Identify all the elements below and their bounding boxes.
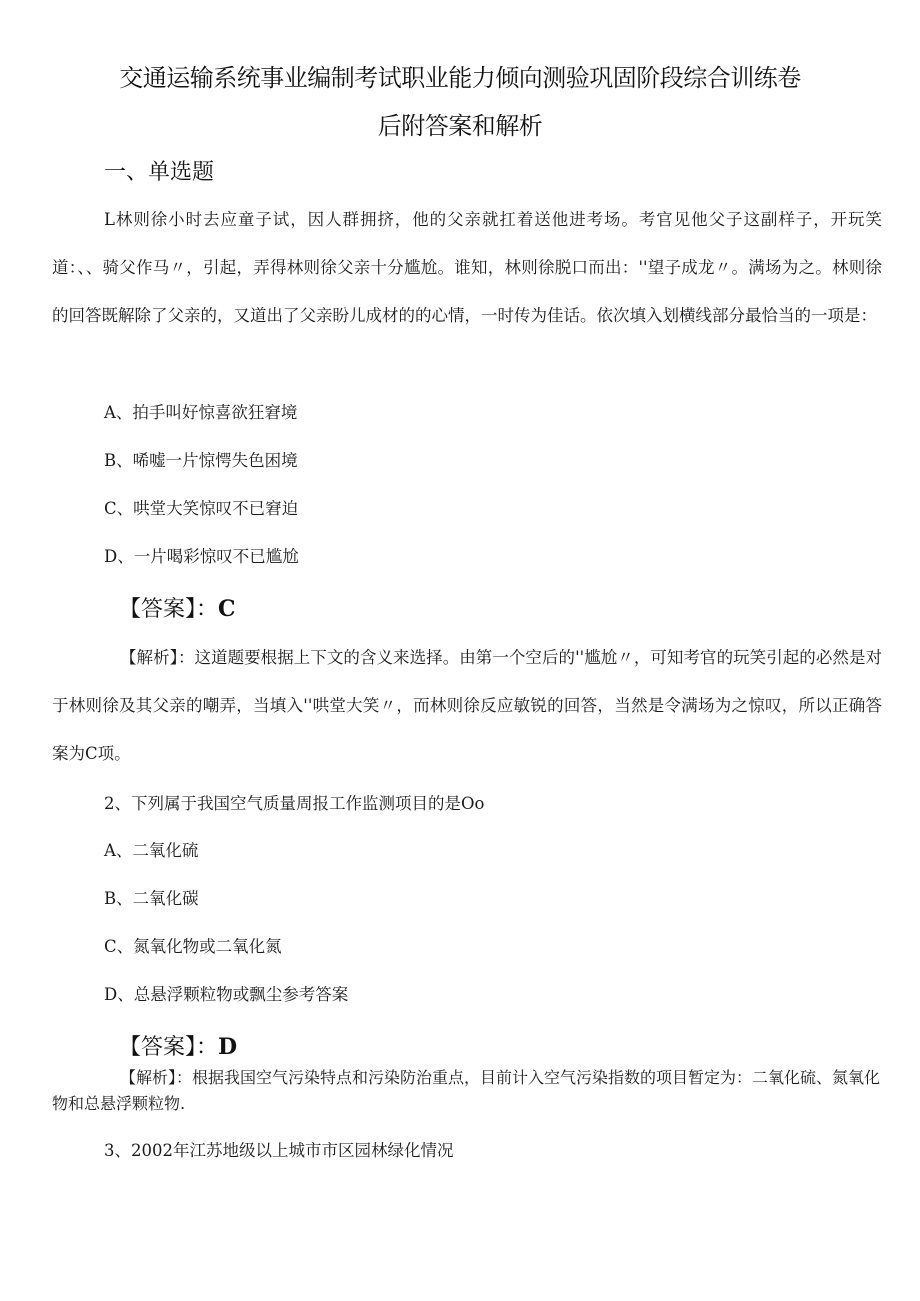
q1-stem: L林则徐小时去应童子试，因人群拥挤，他的父亲就扛着送他进考场。考官见他父子这副样子，开玩笑道：、、骑父作马〃，引起，弄得林则徐父亲十分尴尬。谁知，林则徐脱口而出：''望子成龙〃。满场为之。林则徐的回答既解除了父亲的，又道出了父亲盼儿成材的的心情，一时传为佳话。依次填入划横线部分最恰当的一项是： bbox=[52, 210, 882, 325]
answer-label: 【答案】： bbox=[119, 1035, 219, 1060]
q2-option-a: A、二氧化硫 bbox=[104, 841, 199, 860]
q2-option-c: C、氮氧化物或二氧化氮 bbox=[104, 937, 282, 956]
q2-option-b: B、二氧化碳 bbox=[104, 889, 199, 908]
answer-letter: C bbox=[218, 596, 236, 622]
q2-option-d: D、总悬浮颗粒物或飘尘参考答案 bbox=[104, 985, 349, 1004]
answer-label: 【答案】： bbox=[119, 597, 219, 622]
document-title-line2: 后附答案和解析 bbox=[377, 112, 543, 140]
document-title-line1: 交通运输系统事业编制考试职业能力倾向测验巩固阶段综合训练卷 bbox=[119, 64, 801, 92]
q1-answer bbox=[119, 592, 236, 623]
q1-option-a: A、拍手叫好惊喜欲狂窘境 bbox=[104, 403, 298, 422]
section-heading: 一、单选题 bbox=[104, 160, 215, 185]
q1-analysis: 【解析】：这道题要根据上下文的含义来选择。由第一个空后的''尴尬〃，可知考官的玩笑引起的必然是对于林则徐及其父亲的嘲弄，当填入''哄堂大笑〃，而林则徐反应敏锐的回答，当然是令满场为之惊叹，所以正确答案为C项。 bbox=[52, 648, 882, 763]
q3-stem: 3、2002年江苏地级以上城市市区园林绿化情况 bbox=[104, 1141, 454, 1160]
q2-analysis: 【解析】：根据我国空气污染特点和污染防治重点，目前计入空气污染指数的项目暂定为：二氧化硫、氮氧化物和总悬浮颗粒物. bbox=[52, 1068, 881, 1113]
q2-stem: 2、下列属于我国空气质量周报工作监测项目的是Oo bbox=[104, 794, 485, 813]
answer-letter: D bbox=[218, 1034, 238, 1060]
q1-option-c: C、哄堂大笑惊叹不已窘迫 bbox=[104, 499, 299, 518]
q2-answer bbox=[119, 1030, 237, 1061]
q1-option-b: B、唏嘘一片惊愕失色困境 bbox=[104, 451, 298, 470]
q1-option-d: D、一片喝彩惊叹不已尴尬 bbox=[104, 547, 299, 566]
